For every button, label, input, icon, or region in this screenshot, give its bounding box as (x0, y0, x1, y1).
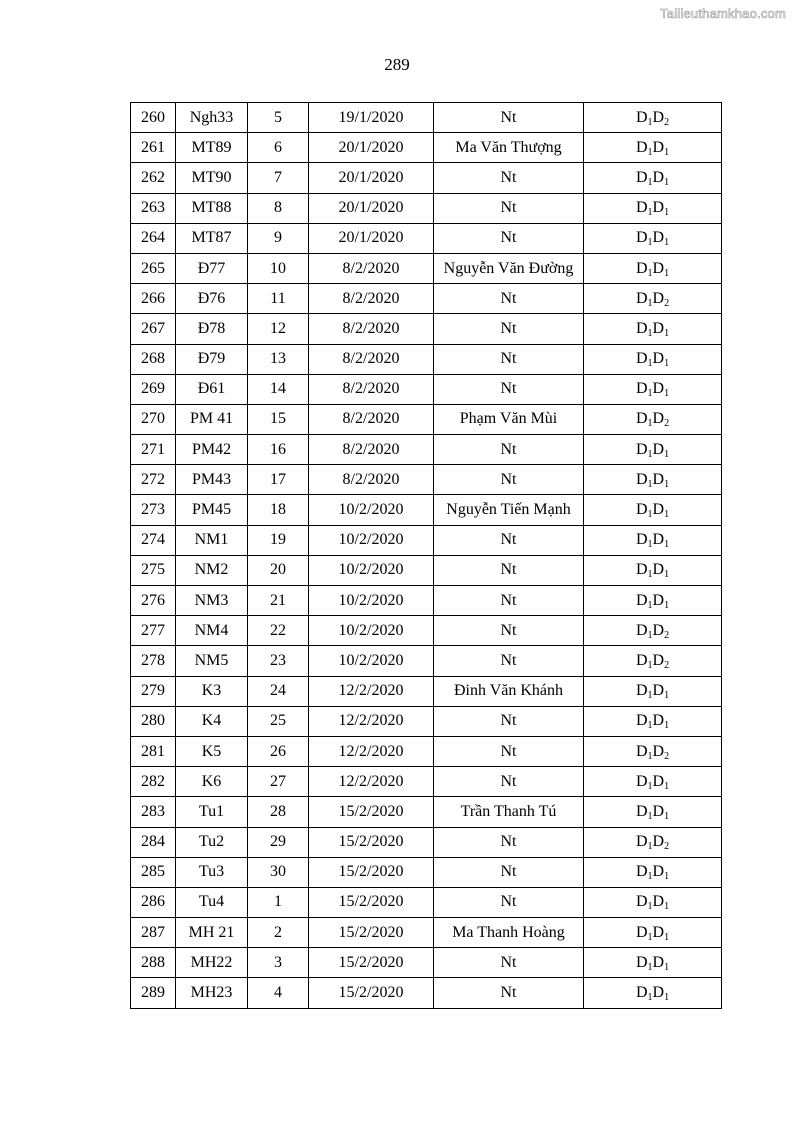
cell-stt: 263 (131, 193, 176, 223)
table-row (131, 857, 722, 887)
cell-grade: $D_1D_1$ (584, 465, 722, 495)
grade-subscript-1: 1 (647, 237, 653, 249)
cell-stt: 262 (131, 163, 176, 193)
grade-subscript-1: 1 (647, 810, 653, 822)
cell-sample-code: NM1 (176, 525, 248, 555)
cell-sample-code: Tu2 (176, 827, 248, 857)
cell-sample-code: Ngh33 (176, 103, 248, 133)
cell-number: 24 (248, 676, 309, 706)
grade-subscript-1: 1 (647, 690, 653, 702)
cell-date: 15/2/2020 (309, 948, 434, 978)
grade-subscript-2: 1 (664, 599, 670, 611)
cell-name: Nt (434, 887, 584, 917)
cell-name: Nt (434, 646, 584, 676)
cell-number: 19 (248, 525, 309, 555)
cell-sample-code: PM 41 (176, 404, 248, 434)
cell-grade: $D_1D_1$ (584, 857, 722, 887)
grade-subscript-2: 2 (664, 297, 670, 309)
cell-grade: $D_1D_1$ (584, 948, 722, 978)
table-row (131, 435, 722, 465)
grade-subscript-2: 2 (664, 418, 670, 430)
cell-grade: $D_1D_1$ (584, 676, 722, 706)
cell-grade: $D_1D_2$ (584, 646, 722, 676)
watermark: Tailieuthamkhao.com (660, 6, 786, 21)
cell-number: 20 (248, 555, 309, 585)
cell-stt: 277 (131, 616, 176, 646)
cell-number: 9 (248, 223, 309, 253)
cell-sample-code: MT90 (176, 163, 248, 193)
cell-number: 1 (248, 887, 309, 917)
grade-subscript-2: 1 (664, 176, 670, 188)
cell-grade: $D_1D_1$ (584, 374, 722, 404)
grade-subscript-1: 1 (647, 871, 653, 883)
cell-date: 15/2/2020 (309, 857, 434, 887)
cell-stt: 271 (131, 435, 176, 465)
cell-date: 8/2/2020 (309, 344, 434, 374)
cell-sample-code: Tu3 (176, 857, 248, 887)
cell-name: Nt (434, 314, 584, 344)
grade-subscript-1: 1 (647, 418, 653, 430)
cell-grade: $D_1D_2$ (584, 827, 722, 857)
cell-number: 12 (248, 314, 309, 344)
cell-date: 20/1/2020 (309, 133, 434, 163)
cell-number: 18 (248, 495, 309, 525)
grade-subscript-2: 1 (664, 237, 670, 249)
cell-date: 12/2/2020 (309, 736, 434, 766)
grade-subscript-1: 1 (647, 750, 653, 762)
grade-subscript-1: 1 (647, 539, 653, 551)
cell-sample-code: MH22 (176, 948, 248, 978)
cell-grade: $D_1D_1$ (584, 435, 722, 465)
grade-subscript-2: 1 (664, 388, 670, 400)
table-row (131, 948, 722, 978)
cell-grade: $D_1D_1$ (584, 918, 722, 948)
grade-subscript-1: 1 (647, 116, 653, 128)
cell-number: 23 (248, 646, 309, 676)
cell-sample-code: NM3 (176, 586, 248, 616)
cell-stt: 283 (131, 797, 176, 827)
cell-stt: 270 (131, 404, 176, 434)
table-row (131, 253, 722, 283)
cell-date: 20/1/2020 (309, 193, 434, 223)
cell-name: Nguyễn Tiến Mạnh (434, 495, 584, 525)
grade-subscript-1: 1 (647, 448, 653, 460)
cell-date: 19/1/2020 (309, 103, 434, 133)
grade-subscript-1: 1 (647, 569, 653, 581)
cell-grade: $D_1D_1$ (584, 706, 722, 736)
grade-subscript-1: 1 (647, 599, 653, 611)
cell-date: 8/2/2020 (309, 435, 434, 465)
table-row (131, 465, 722, 495)
table-row (131, 676, 722, 706)
cell-grade: $D_1D_1$ (584, 555, 722, 585)
cell-sample-code: K3 (176, 676, 248, 706)
cell-name: Nt (434, 284, 584, 314)
cell-name: Nt (434, 555, 584, 585)
grade-subscript-2: 1 (664, 509, 670, 521)
cell-date: 10/2/2020 (309, 495, 434, 525)
grade-subscript-2: 2 (664, 116, 670, 128)
table-row (131, 103, 722, 133)
cell-stt: 279 (131, 676, 176, 706)
cell-stt: 289 (131, 978, 176, 1008)
cell-number: 21 (248, 586, 309, 616)
grade-subscript-2: 2 (664, 841, 670, 853)
cell-grade: $D_1D_1$ (584, 767, 722, 797)
cell-sample-code: MT87 (176, 223, 248, 253)
grade-subscript-1: 1 (647, 931, 653, 943)
table-row (131, 163, 722, 193)
cell-stt: 272 (131, 465, 176, 495)
cell-sample-code: Đ78 (176, 314, 248, 344)
cell-grade: $D_1D_1$ (584, 978, 722, 1008)
grade-subscript-1: 1 (647, 358, 653, 370)
grade-subscript-2: 1 (664, 327, 670, 339)
cell-name: Nt (434, 948, 584, 978)
table-row (131, 827, 722, 857)
table-row (131, 193, 722, 223)
cell-sample-code: MT88 (176, 193, 248, 223)
cell-stt: 284 (131, 827, 176, 857)
grade-subscript-1: 1 (647, 961, 653, 973)
cell-stt: 267 (131, 314, 176, 344)
cell-date: 12/2/2020 (309, 706, 434, 736)
cell-number: 8 (248, 193, 309, 223)
grade-subscript-1: 1 (647, 297, 653, 309)
cell-stt: 268 (131, 344, 176, 374)
cell-date: 8/2/2020 (309, 314, 434, 344)
grade-subscript-2: 1 (664, 267, 670, 279)
table-row (131, 767, 722, 797)
cell-sample-code: NM4 (176, 616, 248, 646)
cell-number: 26 (248, 736, 309, 766)
cell-number: 29 (248, 827, 309, 857)
cell-name: Nt (434, 857, 584, 887)
grade-subscript-1: 1 (647, 207, 653, 219)
cell-stt: 276 (131, 586, 176, 616)
cell-name: Nt (434, 223, 584, 253)
cell-name: Nt (434, 103, 584, 133)
grade-subscript-1: 1 (647, 901, 653, 913)
cell-number: 14 (248, 374, 309, 404)
grade-subscript-1: 1 (647, 841, 653, 853)
cell-stt: 274 (131, 525, 176, 555)
cell-sample-code: K5 (176, 736, 248, 766)
grade-subscript-2: 1 (664, 478, 670, 490)
cell-number: 25 (248, 706, 309, 736)
table-row (131, 918, 722, 948)
cell-name: Nt (434, 827, 584, 857)
grade-subscript-2: 1 (664, 901, 670, 913)
cell-name: Nt (434, 344, 584, 374)
cell-date: 12/2/2020 (309, 767, 434, 797)
cell-date: 10/2/2020 (309, 555, 434, 585)
grade-subscript-2: 1 (664, 931, 670, 943)
table-row (131, 404, 722, 434)
grade-subscript-2: 2 (664, 629, 670, 641)
cell-date: 10/2/2020 (309, 525, 434, 555)
cell-stt: 281 (131, 736, 176, 766)
cell-name: Nt (434, 736, 584, 766)
cell-number: 28 (248, 797, 309, 827)
cell-name: Ma Thanh Hoàng (434, 918, 584, 948)
grade-subscript-1: 1 (647, 629, 653, 641)
grade-subscript-2: 1 (664, 871, 670, 883)
cell-sample-code: Đ79 (176, 344, 248, 374)
cell-grade: $D_1D_2$ (584, 404, 722, 434)
cell-grade: $D_1D_2$ (584, 616, 722, 646)
grade-subscript-1: 1 (647, 478, 653, 490)
grade-subscript-1: 1 (647, 992, 653, 1004)
cell-sample-code: PM45 (176, 495, 248, 525)
cell-stt: 285 (131, 857, 176, 887)
cell-date: 8/2/2020 (309, 374, 434, 404)
cell-stt: 288 (131, 948, 176, 978)
table-row (131, 978, 722, 1008)
cell-stt: 286 (131, 887, 176, 917)
cell-date: 15/2/2020 (309, 887, 434, 917)
grade-subscript-2: 1 (664, 690, 670, 702)
cell-number: 15 (248, 404, 309, 434)
cell-name: Trần Thanh Tú (434, 797, 584, 827)
cell-sample-code: NM5 (176, 646, 248, 676)
grade-subscript-1: 1 (647, 388, 653, 400)
cell-name: Nt (434, 465, 584, 495)
table-row (131, 344, 722, 374)
grade-subscript-2: 2 (664, 659, 670, 671)
cell-grade: $D_1D_1$ (584, 525, 722, 555)
grade-subscript-1: 1 (647, 659, 653, 671)
grade-subscript-2: 1 (664, 569, 670, 581)
table-row (131, 374, 722, 404)
cell-sample-code: Tu4 (176, 887, 248, 917)
cell-stt: 273 (131, 495, 176, 525)
cell-date: 8/2/2020 (309, 465, 434, 495)
cell-grade: $D_1D_1$ (584, 797, 722, 827)
page-number: 289 (384, 55, 410, 74)
cell-sample-code: MH23 (176, 978, 248, 1008)
cell-number: 22 (248, 616, 309, 646)
cell-stt: 287 (131, 918, 176, 948)
cell-number: 5 (248, 103, 309, 133)
table-row (131, 284, 722, 314)
grade-subscript-1: 1 (647, 327, 653, 339)
table-row (131, 314, 722, 344)
cell-number: 7 (248, 163, 309, 193)
cell-name: Ma Văn Thượng (434, 133, 584, 163)
cell-sample-code: K6 (176, 767, 248, 797)
table-row (131, 616, 722, 646)
cell-name: Nt (434, 767, 584, 797)
cell-name: Đinh Văn Khánh (434, 676, 584, 706)
cell-grade: $D_1D_1$ (584, 586, 722, 616)
table-body (131, 103, 722, 1009)
cell-number: 27 (248, 767, 309, 797)
cell-stt: 264 (131, 223, 176, 253)
cell-sample-code: Đ76 (176, 284, 248, 314)
cell-grade: $D_1D_2$ (584, 103, 722, 133)
cell-number: 11 (248, 284, 309, 314)
cell-name: Phạm Văn Mùi (434, 404, 584, 434)
cell-grade: $D_1D_1$ (584, 193, 722, 223)
cell-stt: 269 (131, 374, 176, 404)
cell-sample-code: MT89 (176, 133, 248, 163)
cell-date: 15/2/2020 (309, 978, 434, 1008)
grade-subscript-1: 1 (647, 720, 653, 732)
grade-subscript-2: 2 (664, 750, 670, 762)
table-row (131, 133, 722, 163)
cell-sample-code: MH 21 (176, 918, 248, 948)
cell-sample-code: PM43 (176, 465, 248, 495)
cell-number: 30 (248, 857, 309, 887)
cell-grade: $D_1D_1$ (584, 344, 722, 374)
grade-subscript-1: 1 (647, 267, 653, 279)
cell-name: Nt (434, 525, 584, 555)
cell-name: Nt (434, 706, 584, 736)
cell-grade: $D_1D_1$ (584, 163, 722, 193)
cell-grade: $D_1D_2$ (584, 284, 722, 314)
table-row (131, 586, 722, 616)
cell-number: 13 (248, 344, 309, 374)
grade-subscript-1: 1 (647, 176, 653, 188)
cell-date: 8/2/2020 (309, 404, 434, 434)
grade-subscript-2: 1 (664, 539, 670, 551)
cell-stt: 280 (131, 706, 176, 736)
table-row (131, 525, 722, 555)
table-row (131, 887, 722, 917)
cell-date: 10/2/2020 (309, 586, 434, 616)
cell-sample-code: Đ61 (176, 374, 248, 404)
table-row (131, 736, 722, 766)
cell-sample-code: NM2 (176, 555, 248, 585)
cell-date: 10/2/2020 (309, 616, 434, 646)
table-row (131, 706, 722, 736)
cell-date: 20/1/2020 (309, 223, 434, 253)
grade-subscript-2: 1 (664, 992, 670, 1004)
cell-date: 15/2/2020 (309, 797, 434, 827)
cell-sample-code: Tu1 (176, 797, 248, 827)
cell-date: 20/1/2020 (309, 163, 434, 193)
cell-stt: 266 (131, 284, 176, 314)
cell-name: Nt (434, 193, 584, 223)
table-row (131, 495, 722, 525)
cell-stt: 261 (131, 133, 176, 163)
cell-grade: $D_1D_1$ (584, 223, 722, 253)
cell-stt: 260 (131, 103, 176, 133)
cell-sample-code: Đ77 (176, 253, 248, 283)
cell-name: Nt (434, 435, 584, 465)
cell-name: Nt (434, 978, 584, 1008)
table-row (131, 646, 722, 676)
cell-number: 3 (248, 948, 309, 978)
grade-subscript-2: 1 (664, 810, 670, 822)
cell-date: 15/2/2020 (309, 827, 434, 857)
cell-number: 2 (248, 918, 309, 948)
cell-name: Nt (434, 586, 584, 616)
cell-stt: 275 (131, 555, 176, 585)
cell-number: 4 (248, 978, 309, 1008)
cell-name: Nt (434, 616, 584, 646)
cell-date: 15/2/2020 (309, 918, 434, 948)
grade-subscript-2: 1 (664, 207, 670, 219)
cell-stt: 265 (131, 253, 176, 283)
cell-number: 17 (248, 465, 309, 495)
cell-date: 8/2/2020 (309, 284, 434, 314)
cell-grade: $D_1D_1$ (584, 253, 722, 283)
cell-number: 16 (248, 435, 309, 465)
cell-name: Nguyễn Văn Đường (434, 253, 584, 283)
cell-sample-code: PM42 (176, 435, 248, 465)
grade-subscript-2: 1 (664, 448, 670, 460)
cell-stt: 278 (131, 646, 176, 676)
cell-number: 6 (248, 133, 309, 163)
cell-grade: $D_1D_1$ (584, 887, 722, 917)
cell-number: 10 (248, 253, 309, 283)
cell-date: 10/2/2020 (309, 646, 434, 676)
grade-subscript-2: 1 (664, 720, 670, 732)
grade-subscript-1: 1 (647, 780, 653, 792)
grade-subscript-2: 1 (664, 358, 670, 370)
cell-sample-code: K4 (176, 706, 248, 736)
cell-date: 12/2/2020 (309, 676, 434, 706)
cell-name: Nt (434, 374, 584, 404)
table-row (131, 555, 722, 585)
grade-subscript-2: 1 (664, 961, 670, 973)
cell-grade: $D_1D_2$ (584, 736, 722, 766)
cell-stt: 282 (131, 767, 176, 797)
cell-grade: $D_1D_1$ (584, 133, 722, 163)
table-row (131, 797, 722, 827)
grade-subscript-1: 1 (647, 509, 653, 521)
cell-date: 8/2/2020 (309, 253, 434, 283)
grade-subscript-2: 1 (664, 146, 670, 158)
cell-name: Nt (434, 163, 584, 193)
cell-grade: $D_1D_1$ (584, 314, 722, 344)
cell-grade: $D_1D_1$ (584, 495, 722, 525)
grade-subscript-1: 1 (647, 146, 653, 158)
data-table (130, 102, 722, 1009)
grade-subscript-2: 1 (664, 780, 670, 792)
table-row (131, 223, 722, 253)
